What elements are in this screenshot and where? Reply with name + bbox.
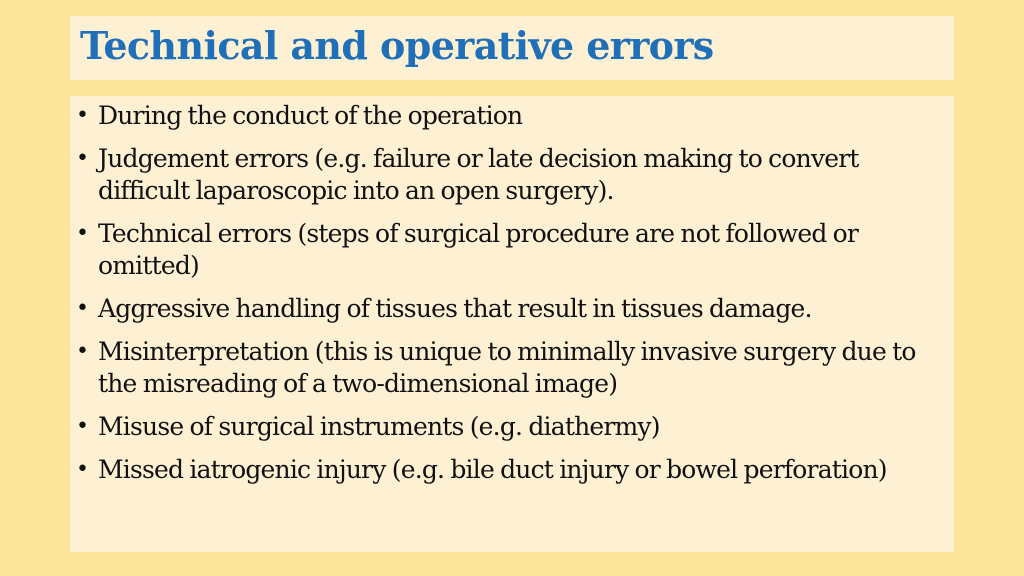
content-panel bbox=[70, 96, 954, 552]
bullet-dot-icon: • bbox=[76, 339, 89, 364]
bullet-dot-icon: • bbox=[76, 296, 89, 321]
bullet-dot-icon: • bbox=[76, 414, 89, 439]
bullet-dot-icon: • bbox=[76, 103, 89, 128]
bullet-dot-icon: • bbox=[76, 146, 89, 171]
bullet-text: Technical errors (steps of surgical procedure are not followed or omitted) bbox=[98, 219, 859, 280]
bullet-item-missed-injury bbox=[76, 454, 944, 486]
bullet-list bbox=[76, 100, 944, 486]
title-panel bbox=[70, 16, 954, 80]
bullet-item-technical-errors bbox=[76, 218, 944, 282]
bullet-text: Missed iatrogenic injury (e.g. bile duct injury or bowel perforation) bbox=[98, 455, 887, 484]
bullet-item-aggressive-handling bbox=[76, 293, 944, 325]
bullet-text: Aggressive handling of tissues that result in tissues damage. bbox=[98, 294, 812, 323]
bullet-text: Judgement errors (e.g. failure or late decision making to convert difficult laparoscopic into an open surgery). bbox=[98, 144, 859, 205]
bullet-item-misinterpretation bbox=[76, 336, 944, 400]
bullet-text: Misuse of surgical instruments (e.g. diathermy) bbox=[98, 412, 660, 441]
bullet-text: During the conduct of the operation bbox=[98, 101, 523, 130]
bullet-text: Misinterpretation (this is unique to minimally invasive surgery due to the misreading of a two-dimensional image) bbox=[98, 337, 916, 398]
bullet-item-misuse-instruments bbox=[76, 411, 944, 443]
bullet-item-conduct bbox=[76, 100, 944, 132]
slide-title: Technical and operative errors bbox=[80, 23, 714, 68]
bullet-dot-icon: • bbox=[76, 221, 89, 246]
bullet-item-judgement-errors bbox=[76, 143, 944, 207]
bullet-dot-icon: • bbox=[76, 457, 89, 482]
